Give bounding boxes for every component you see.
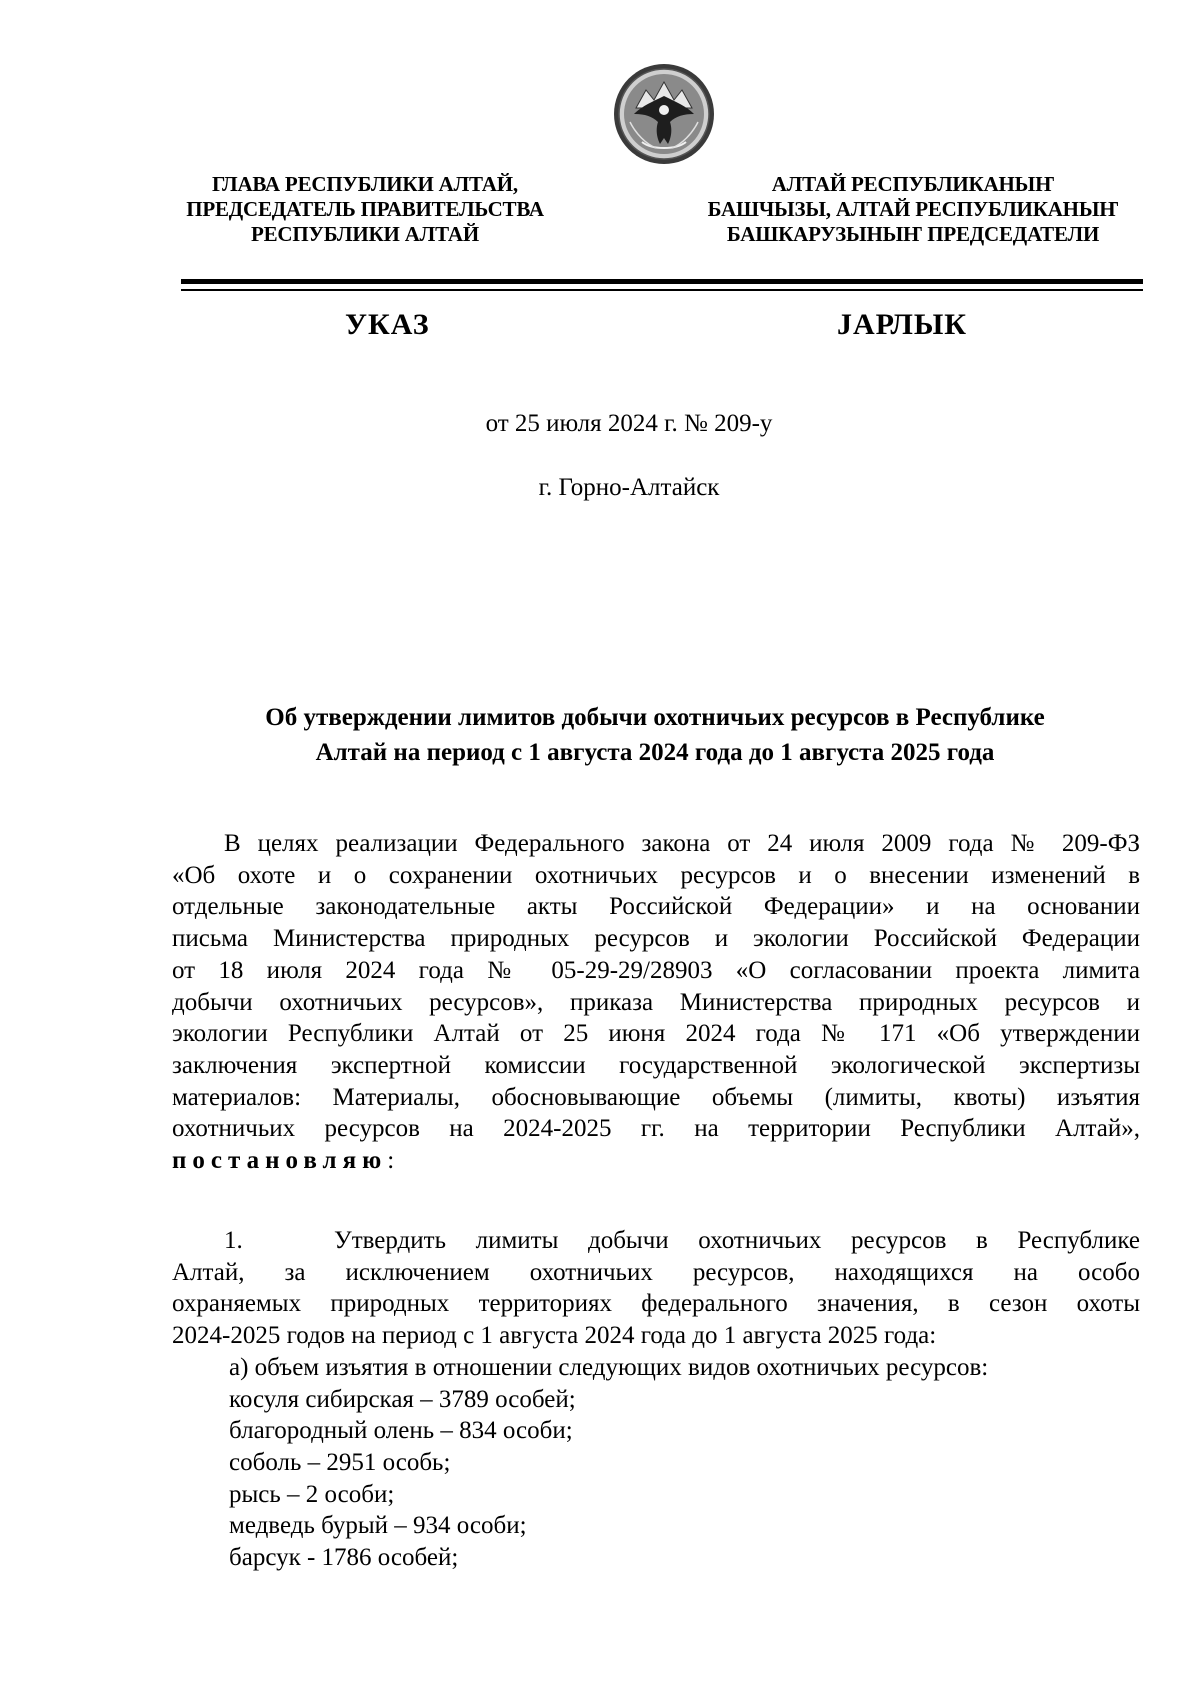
decree-line	[172, 1145, 1140, 1177]
preamble-line: экологии Республики Алтай от 25 июня 2024 года № 171 «Об утверждении	[172, 1020, 1140, 1048]
document-city: г. Горно-Алтайск	[538, 474, 720, 501]
item-1-paragraph	[172, 1225, 1140, 1574]
title-line: Алтай на период с 1 августа 2024 года до 1 августа 2025 года	[315, 739, 995, 766]
preamble-line: охотничьих ресурсов на 2024-2025 гг. на территории Республики Алтай»,	[172, 1115, 1140, 1143]
item-1-text: Утвердить лимиты добычи охотничьих ресурсов в Республике	[334, 1227, 1140, 1254]
item-1-number: 1.	[224, 1227, 243, 1254]
title-line: Об утверждении лимитов добычи охотничьих ресурсов в Республике	[265, 704, 1045, 731]
species-item: соболь – 2951 особь;	[229, 1448, 451, 1476]
decree-colon: :	[387, 1147, 395, 1175]
species-item: косуля сибирская – 3789 особей;	[229, 1385, 576, 1413]
preamble-line: В целях реализации Федерального закона от 24 июля 2009 года № 209-ФЗ	[224, 830, 1140, 857]
header-right-block	[678, 172, 1148, 247]
preamble-line: заключения экспертной комиссии государственной экологической экспертизы	[172, 1051, 1140, 1079]
preamble-line: добычи охотничьих ресурсов», приказа Министерства природных ресурсов и	[172, 988, 1140, 1016]
header-divider-thin	[181, 289, 1143, 291]
document-date-number: от 25 июля 2024 г. № 209-у	[485, 410, 773, 437]
header-left-line: ПРЕДСЕДАТЕЛЬ ПРАВИТЕЛЬСТВА	[186, 197, 544, 221]
species-item: рысь – 2 особи;	[229, 1480, 395, 1508]
preamble-line: материалов: Материалы, обосновывающие объемы (лимиты, квоты) изъятия	[172, 1083, 1140, 1111]
document-title	[170, 700, 1140, 770]
species-item: благородный олень – 834 особи;	[229, 1417, 573, 1445]
header-divider-thick	[181, 279, 1143, 284]
decree-word: постановляю	[172, 1147, 388, 1175]
preamble-line: «Об охоте и о сохранении охотничьих ресурсов и о внесении изменений в	[172, 861, 1140, 889]
header-left-line: РЕСПУБЛИКИ АЛТАЙ	[251, 222, 479, 246]
coat-of-arms-emblem	[612, 62, 716, 166]
header-right-line: АЛТАЙ РЕСПУБЛИКАНЫҤ	[771, 172, 1055, 196]
doc-type-russian: УКАЗ	[345, 308, 430, 341]
preamble-line: отдельные законодательные акты Российской Федерации» и на основании	[172, 893, 1140, 921]
item-1-line: охраняемых природных территориях федерального значения, в сезон охоты	[172, 1290, 1140, 1318]
item-1-line: 2024-2025 годов на период с 1 августа 2024 года до 1 августа 2025 года:	[172, 1322, 937, 1350]
header-right-line: БАШЧЫЗЫ, АЛТАЙ РЕСПУБЛИКАНЫҤ	[707, 197, 1119, 221]
preamble-line: от 18 июля 2024 года № 05-29-29/28903 «О согласовании проекта лимита	[172, 956, 1140, 984]
species-item: медведь бурый – 934 особи;	[229, 1512, 527, 1540]
species-item: барсук - 1786 особей;	[229, 1544, 459, 1572]
preamble-line: письма Министерства природных ресурсов и экологии Российской Федерации	[172, 925, 1140, 953]
preamble-paragraph	[172, 828, 1140, 1177]
item-1-line: Алтай, за исключением охотничьих ресурсов, находящихся на особо	[172, 1258, 1140, 1286]
subitem-a: а) объем изъятия в отношении следующих видов охотничьих ресурсов:	[229, 1353, 989, 1381]
header-right-line: БАШКАРУЗЫНЫҤ ПРЕДСЕДАТЕЛИ	[726, 222, 1100, 246]
header-left-line: ГЛАВА РЕСПУБЛИКИ АЛТАЙ,	[212, 172, 518, 196]
item-1-first-line	[172, 1225, 1140, 1257]
doc-type-altai: JАРЛЫК	[837, 308, 968, 341]
header-left-block	[130, 172, 600, 247]
